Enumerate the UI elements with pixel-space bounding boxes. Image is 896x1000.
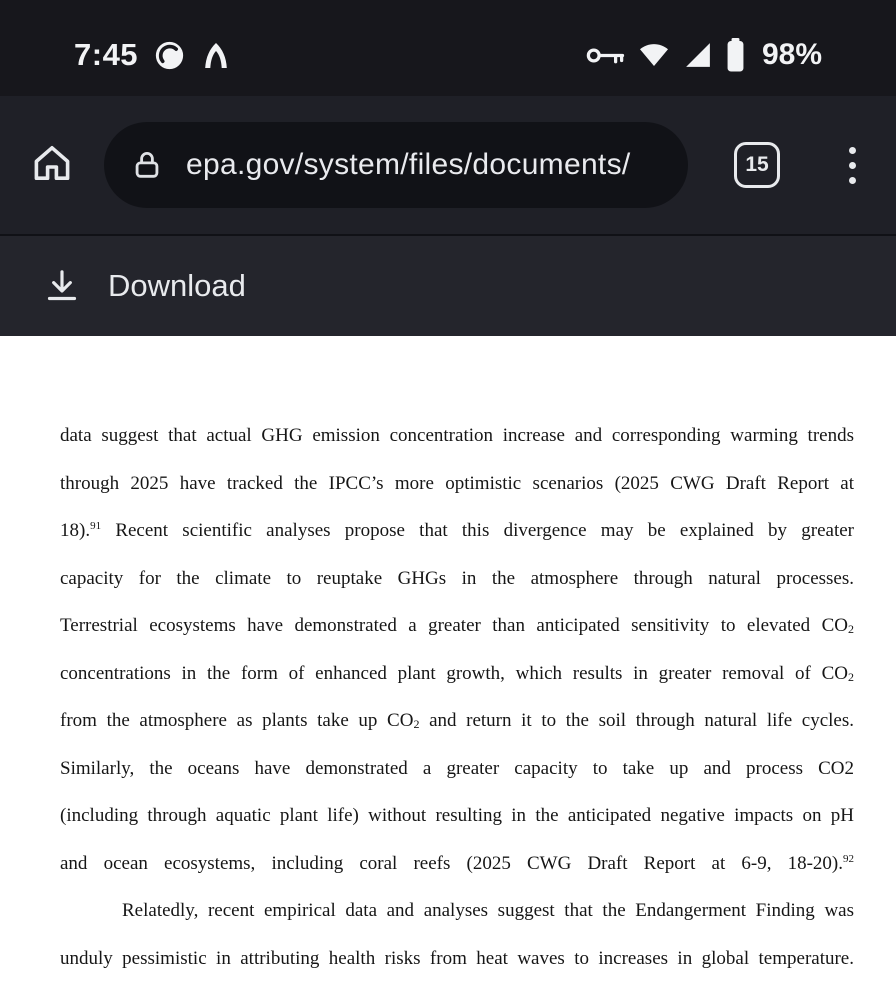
status-bar-left: [74, 37, 231, 73]
subscript: 2: [413, 717, 420, 731]
battery-icon: [726, 38, 745, 72]
notification-circle-icon: [154, 40, 185, 71]
download-label: Download: [108, 268, 246, 303]
text-line: 18).$^{91}$ Recent scientific analyses propose that this divergence may be explained by greater: [60, 520, 854, 541]
tab-count: 15: [745, 153, 769, 176]
text-line: through 2025 have tracked the IPCC’s more optimistic scenarios (2025 CWG Draft Report at: [60, 472, 854, 494]
text-line: Terrestrial ecosystems have demonstrated a greater than anticipated sensitivity to elevated $CO_2$: [60, 615, 854, 636]
text-line: capacity for the climate to reuptake GHGs in the atmosphere through natural processes.: [60, 567, 854, 589]
text-line: Relatedly, recent empirical data and analyses suggest that the Endangerment Finding was: [122, 900, 854, 921]
document-page: [0, 336, 896, 1000]
vpn-key-icon: [585, 43, 625, 68]
footnote-ref: 92: [843, 852, 854, 865]
home-button[interactable]: [24, 139, 80, 192]
download-bar[interactable]: [0, 234, 896, 336]
notification-arch-icon: [201, 40, 231, 71]
clock: 7:45: [74, 37, 139, 72]
text-line: Similarly, the oceans have demonstrated a greater capacity to take up and process CO2: [60, 757, 854, 779]
overflow-menu-icon: [849, 147, 856, 184]
browser-toolbar: [0, 96, 896, 234]
menu-button[interactable]: [844, 147, 860, 184]
status-bar-right: [585, 38, 822, 72]
subscript: 2: [848, 669, 854, 684]
wifi-icon: [638, 40, 670, 70]
home-icon: [28, 139, 76, 192]
tab-switcher-button[interactable]: [734, 142, 780, 188]
text-line: and ocean ecosystems, including coral reefs (2025 CWG Draft Report at 6-9, 18-20).$^{92}$: [60, 852, 854, 874]
text-line: (including through aquatic plant life) without resulting in the anticipated negative impacts on pH: [60, 805, 854, 826]
footnote-ref: 91: [90, 520, 102, 532]
lock-icon: [130, 145, 164, 185]
text-line: from the atmosphere as plants take up $CO_2$ and return it to the soil through natural life cycles.: [60, 710, 854, 731]
battery-percent: 98%: [761, 38, 822, 71]
subscript: 2: [848, 622, 854, 636]
url-bar[interactable]: [104, 122, 688, 208]
text-line: concentrations in the form of enhanced plant growth, which results in greater removal of $CO_2$: [60, 662, 854, 684]
text-line: unduly pessimistic in attributing health risks from heat waves to increases in global temperature.: [60, 947, 854, 969]
download-icon: [42, 266, 82, 306]
status-bar: [0, 0, 896, 96]
cellular-signal-icon: [683, 40, 713, 70]
url-text: epa.gov/system/files/documents/: [186, 148, 631, 181]
text-line: data suggest that actual GHG emission concentration increase and corresponding warming trends: [60, 425, 854, 446]
